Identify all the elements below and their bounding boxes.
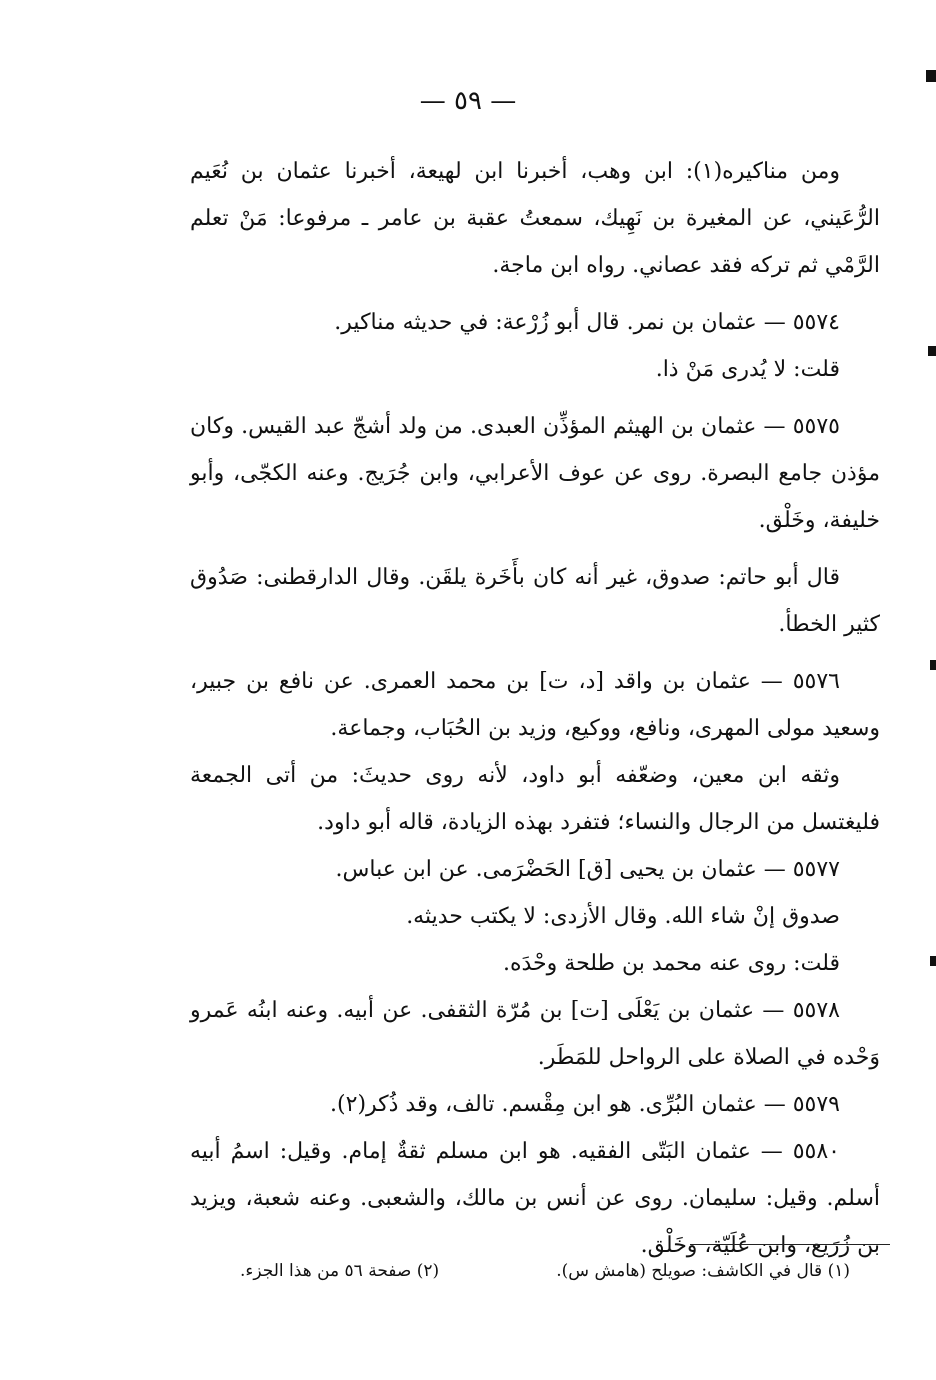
entry-5576: ٥٥٧٦ — عثمان بن واقد [د، ت] بن محمد العمرى. عن نافع بن جبير، وسعيد مولى المهرى، ونافع، ووكيع، وزيد بن الحُبَاب، وجماعة. [190, 669, 880, 741]
entry-5579: ٥٥٧٩ — عثمان البُرِّى. هو ابن مِقْسم. تالف، وقد ذُكر(٢). [330, 1092, 840, 1117]
entry-5577: ٥٥٧٧ — عثمان بن يحيى [ق] الحَضْرَمى. عن ابن عباس. [335, 857, 840, 882]
margin-mark [930, 956, 936, 966]
page-number: — ٥٩ — [419, 86, 517, 116]
entry-5575: ٥٥٧٥ — عثمان بن الهيثم المؤذِّن العبدى. من ولد أشجّ عبد القيس. وكان مؤذن جامع البصرة. روى عن عوف الأعرابي، وابن جُرَيج. وعنه الكجّى، وأبو خليفة، وخَلْق. [190, 414, 880, 533]
entry-5574: ٥٥٧٤ — عثمان بن نمر. قال أبو زُرْعة: في حديثه مناكير. [334, 310, 840, 335]
footnote-1: (١) قال في الكاشف: صويلح (هامش س). [556, 1261, 850, 1281]
paragraph-manakir: ومن مناكيره(١): ابن وهب، أخبرنا ابن لهيعة، أخبرنا عثمان بن نُعَيم الرُّعَيني، عن المغيرة بن نَهِيك، سمعتُ عقبة بن عامر ـ مرفوعا: مَنْ تعلم الرَّمْي ثم تركه فقد عصاني. رواه ابن ماجة. [190, 159, 880, 278]
margin-mark [928, 346, 936, 356]
margin-mark [926, 70, 936, 82]
margin-mark [930, 660, 936, 670]
note-5576: وثقه ابن معين، وضعّفه أبو داود، لأنه روى حديثَ: من أتى الجمعة فليغتسل من الرجال والنساء؛ فتفرد بهذه الزيادة، قاله أبو داود. [190, 763, 880, 835]
footnote-divider [690, 1244, 890, 1245]
note-5577-a: صدوق إنْ شاء الله. وقال الأزدى: لا يكتب حديثه. [406, 904, 840, 929]
footnotes [240, 1256, 850, 1286]
note-5577-b: قلت: روى عنه محمد بن طلحة وحْدَه. [502, 951, 840, 976]
footnote-2: (٢) صفحة ٥٦ من هذا الجزء. [240, 1261, 440, 1281]
note-5574: قلت: لا يُدرى مَنْ ذا. [655, 357, 840, 382]
entry-5578: ٥٥٧٨ — عثمان بن يَعْلَى [ت] بن مُرّة الثقفى. عن أبيه. وعنه ابنُه عَمرو وَحْده في الصلاة على الرواحل للمَطَر. [190, 998, 880, 1070]
page-body [190, 148, 880, 1269]
note-5575: قال أبو حاتم: صدوق، غير أنه كان بأَخَرة يلقَن. وقال الدارقطنى: صَدُوق كثير الخطأ. [190, 565, 880, 637]
entry-5580: ٥٥٨٠ — عثمان البَتّى الفقيه. هو ابن مسلم ثقةٌ إمام. وقيل: اسمُ أبيه أسلم. وقيل: سليمان. روى عن أنس بن مالك، والشعبى. وعنه شعبة، ويزيد بن زُرَيع، وابن عُلَيّة، وخَلْق. [190, 1139, 880, 1258]
